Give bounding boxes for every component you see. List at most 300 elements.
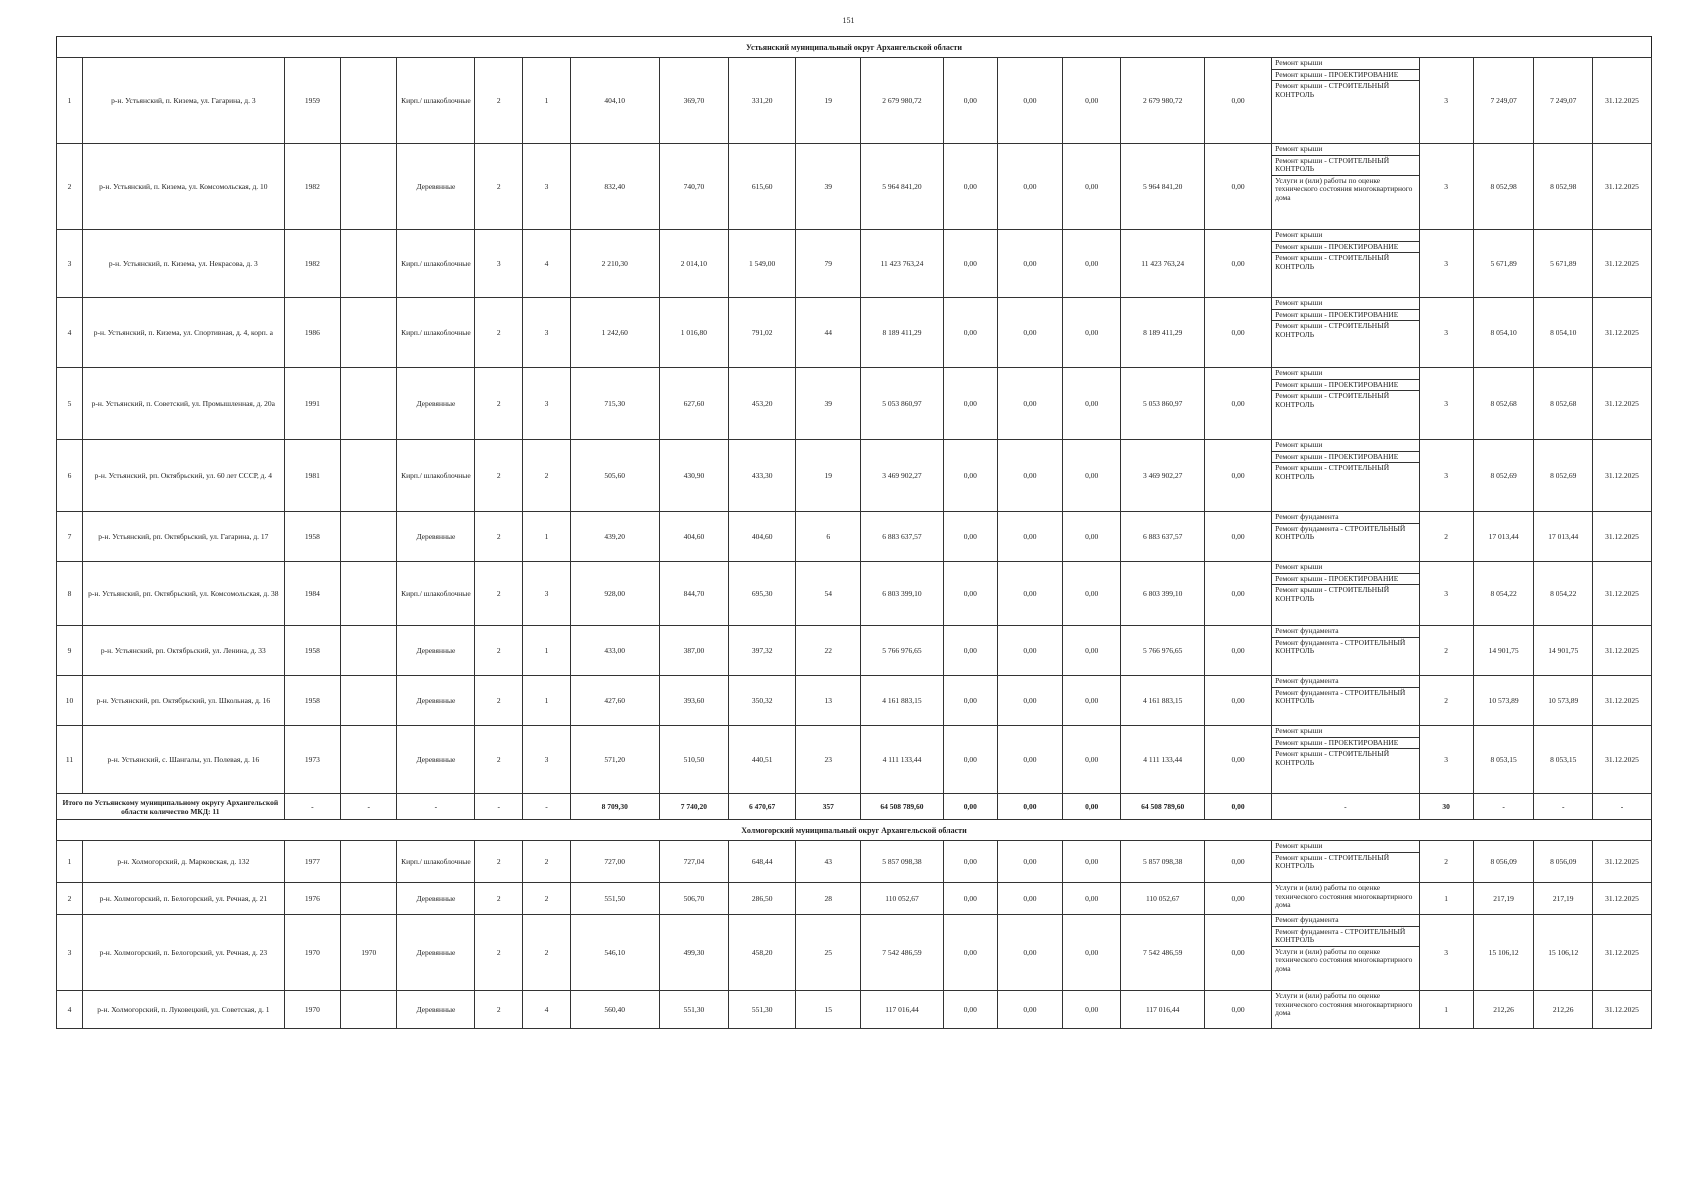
- work-item: Услуги и (или) работы по оценке технического состояния многоквартирного дома: [1275, 175, 1413, 202]
- works-list: [1272, 440, 1418, 482]
- fund-own-cell: 5 766 976,65: [1121, 626, 1204, 676]
- table-row: [57, 676, 1652, 726]
- wall-cell: Деревянные: [397, 991, 475, 1029]
- work-item: Ремонт крыши: [1272, 368, 1418, 380]
- area-res-own-cell: 648,44: [729, 841, 796, 883]
- works-list: [1272, 883, 1418, 911]
- unit-limit-cell: 8 056,09: [1534, 841, 1593, 883]
- unit-limit-cell: 217,19: [1534, 883, 1593, 915]
- address-cell: р-н. Холмогорский, п. Белогорский, ул. Речная, д. 23: [83, 915, 285, 991]
- table-row: [57, 230, 1652, 298]
- fund-fed-cell: 0,00: [943, 440, 997, 512]
- fund-fed-cell: 0,00: [943, 991, 997, 1029]
- total-area-res-own-cell: 6 470,67: [729, 794, 796, 820]
- work-item: Ремонт крыши - СТРОИТЕЛЬНЫЙ КОНТРОЛЬ: [1275, 852, 1390, 870]
- year-cell: 1958: [284, 676, 340, 726]
- row-number-cell: 6: [57, 440, 83, 512]
- year2-cell: [341, 144, 397, 230]
- wall-cell: Кирп./ шлакоблочные: [397, 841, 475, 883]
- work-item: Ремонт фундамента: [1272, 915, 1418, 927]
- table-row: [57, 726, 1652, 794]
- year2-cell: 1970: [341, 915, 397, 991]
- work-item: Услуги и (или) работы по оценке технического состояния многоквартирного дома: [1275, 883, 1413, 909]
- wall-cell: Кирп./ шлакоблочные: [397, 562, 475, 626]
- entrances-cell: 1: [523, 58, 571, 144]
- work-item: Ремонт крыши - СТРОИТЕЛЬНЫЙ КОНТРОЛЬ: [1275, 585, 1390, 603]
- row-number-cell: 5: [57, 368, 83, 440]
- unit-cost-cell: 8 053,15: [1473, 726, 1534, 794]
- year2-cell: [341, 726, 397, 794]
- fund-own-cell: 6 883 637,57: [1121, 512, 1204, 562]
- work-item: Ремонт фундамента - СТРОИТЕЛЬНЫЙ КОНТРОЛЬ: [1275, 637, 1406, 655]
- n-works-cell: 3: [1419, 144, 1473, 230]
- entrances-cell: 3: [523, 144, 571, 230]
- deadline-cell: 31.12.2025: [1593, 230, 1652, 298]
- fund-other-cell: 0,00: [1204, 626, 1271, 676]
- table-row: [57, 915, 1652, 991]
- section-title: Устьянский муниципальный округ Архангельской области: [57, 37, 1652, 58]
- works-list: [1272, 991, 1418, 1019]
- cost-total-cell: 2 679 980,72: [861, 58, 943, 144]
- fund-loc-cell: 0,00: [1062, 440, 1121, 512]
- unit-limit-cell: 10 573,89: [1534, 676, 1593, 726]
- entrances-cell: 2: [523, 841, 571, 883]
- work-item: Ремонт крыши: [1272, 144, 1418, 156]
- work-item: Ремонт фундамента - СТРОИТЕЛЬНЫЙ КОНТРОЛЬ: [1272, 927, 1418, 947]
- work-item: Ремонт крыши - СТРОИТЕЛЬНЫЙ КОНТРОЛЬ: [1272, 156, 1418, 176]
- area-total-cell: 832,40: [570, 144, 659, 230]
- table-row: [57, 841, 1652, 883]
- year2-cell: [341, 562, 397, 626]
- section-title: Холмогорский муниципальный округ Архангельской области: [57, 820, 1652, 841]
- fund-fed-cell: 0,00: [943, 144, 997, 230]
- area-res-own-cell: 615,60: [729, 144, 796, 230]
- n-works-cell: 3: [1419, 368, 1473, 440]
- fund-loc-cell: 0,00: [1062, 58, 1121, 144]
- area-res-cell: 740,70: [659, 144, 728, 230]
- area-res-cell: 404,60: [659, 512, 728, 562]
- unit-limit-cell: 8 053,15: [1534, 726, 1593, 794]
- row-number-cell: 10: [57, 676, 83, 726]
- area-res-own-cell: 397,32: [729, 626, 796, 676]
- area-res-cell: 506,70: [659, 883, 728, 915]
- deadline-cell: 31.12.2025: [1593, 883, 1652, 915]
- deadline-cell: 31.12.2025: [1593, 512, 1652, 562]
- fund-reg-cell: 0,00: [997, 626, 1062, 676]
- fund-loc-cell: 0,00: [1062, 991, 1121, 1029]
- works-list: [1272, 298, 1418, 340]
- fund-loc-cell: 0,00: [1062, 144, 1121, 230]
- fund-loc-cell: 0,00: [1062, 512, 1121, 562]
- fund-loc-cell: 0,00: [1062, 230, 1121, 298]
- area-total-cell: 404,10: [570, 58, 659, 144]
- floors-cell: 2: [475, 726, 523, 794]
- year-cell: 1970: [284, 991, 340, 1029]
- entrances-cell: 1: [523, 626, 571, 676]
- unit-limit-cell: 8 052,98: [1534, 144, 1593, 230]
- table-row: [57, 440, 1652, 512]
- area-total-cell: 2 210,30: [570, 230, 659, 298]
- table-row: [57, 298, 1652, 368]
- works-list: [1272, 562, 1418, 604]
- area-res-own-cell: 440,51: [729, 726, 796, 794]
- floors-cell: 2: [475, 915, 523, 991]
- address-cell: р-н. Устьянский, п. Кизема, ул. Спортивная, д. 4, корп. а: [83, 298, 285, 368]
- unit-cost-cell: 10 573,89: [1473, 676, 1534, 726]
- fund-own-cell: 3 469 902,27: [1121, 440, 1204, 512]
- work-item: Ремонт крыши - ПРОЕКТИРОВАНИЕ: [1272, 738, 1418, 750]
- total-fund-fed-cell: 0,00: [943, 794, 997, 820]
- fund-other-cell: 0,00: [1204, 144, 1271, 230]
- row-number-cell: 1: [57, 58, 83, 144]
- fund-own-cell: 7 542 486,59: [1121, 915, 1204, 991]
- unit-limit-cell: 8 054,10: [1534, 298, 1593, 368]
- page-number: 151: [842, 16, 855, 25]
- area-res-own-cell: 453,20: [729, 368, 796, 440]
- area-res-cell: 627,60: [659, 368, 728, 440]
- works-list: [1272, 626, 1418, 657]
- entrances-cell: 3: [523, 298, 571, 368]
- n-works-cell: 2: [1419, 841, 1473, 883]
- cost-total-cell: 117 016,44: [861, 991, 943, 1029]
- area-res-cell: 369,70: [659, 58, 728, 144]
- works-cell: [1272, 512, 1419, 562]
- area-total-cell: 546,10: [570, 915, 659, 991]
- unit-cost-cell: 217,19: [1473, 883, 1534, 915]
- year2-cell: [341, 368, 397, 440]
- total-n-works-cell: 30: [1419, 794, 1473, 820]
- total-residents-cell: 357: [796, 794, 861, 820]
- area-res-own-cell: 791,02: [729, 298, 796, 368]
- cost-total-cell: 11 423 763,24: [861, 230, 943, 298]
- fund-reg-cell: 0,00: [997, 841, 1062, 883]
- year2-cell: [341, 512, 397, 562]
- unit-cost-cell: 17 013,44: [1473, 512, 1534, 562]
- fund-fed-cell: 0,00: [943, 726, 997, 794]
- floors-cell: 2: [475, 58, 523, 144]
- year-cell: 1976: [284, 883, 340, 915]
- n-works-cell: 1: [1419, 991, 1473, 1029]
- area-total-cell: 439,20: [570, 512, 659, 562]
- entrances-cell: 1: [523, 676, 571, 726]
- unit-cost-cell: 15 106,12: [1473, 915, 1534, 991]
- fund-reg-cell: 0,00: [997, 676, 1062, 726]
- total-unit-cost-cell: -: [1473, 794, 1534, 820]
- deadline-cell: 31.12.2025: [1593, 440, 1652, 512]
- year2-cell: [341, 676, 397, 726]
- table-body: [57, 37, 1652, 1029]
- n-works-cell: 3: [1419, 562, 1473, 626]
- work-item: Ремонт фундамента - СТРОИТЕЛЬНЫЙ КОНТРОЛЬ: [1275, 523, 1406, 541]
- work-item: Ремонт крыши - ПРОЕКТИРОВАНИЕ: [1272, 242, 1418, 254]
- residents-cell: 39: [796, 368, 861, 440]
- fund-own-cell: 11 423 763,24: [1121, 230, 1204, 298]
- residents-cell: 79: [796, 230, 861, 298]
- row-number-cell: 4: [57, 298, 83, 368]
- fund-reg-cell: 0,00: [997, 368, 1062, 440]
- unit-limit-cell: 212,26: [1534, 991, 1593, 1029]
- total-unit-limit-cell: -: [1534, 794, 1593, 820]
- area-res-own-cell: 695,30: [729, 562, 796, 626]
- unit-cost-cell: 8 052,69: [1473, 440, 1534, 512]
- year-cell: 1958: [284, 626, 340, 676]
- fund-other-cell: 0,00: [1204, 883, 1271, 915]
- floors-cell: 2: [475, 144, 523, 230]
- table-row: [57, 883, 1652, 915]
- deadline-cell: 31.12.2025: [1593, 368, 1652, 440]
- wall-cell: Кирп./ шлакоблочные: [397, 440, 475, 512]
- table-row: [57, 58, 1652, 144]
- address-cell: р-н. Устьянский, рп. Октябрьский, ул. Школьная, д. 16: [83, 676, 285, 726]
- works-cell: [1272, 726, 1419, 794]
- year2-cell: [341, 298, 397, 368]
- total-floors-cell: -: [475, 794, 523, 820]
- area-res-cell: 393,60: [659, 676, 728, 726]
- fund-own-cell: 5 053 860,97: [1121, 368, 1204, 440]
- work-item: Ремонт крыши: [1272, 841, 1418, 853]
- fund-own-cell: 4 161 883,15: [1121, 676, 1204, 726]
- fund-other-cell: 0,00: [1204, 676, 1271, 726]
- area-res-own-cell: 458,20: [729, 915, 796, 991]
- entrances-cell: 4: [523, 991, 571, 1029]
- deadline-cell: 31.12.2025: [1593, 841, 1652, 883]
- entrances-cell: 3: [523, 368, 571, 440]
- fund-reg-cell: 0,00: [997, 58, 1062, 144]
- deadline-cell: 31.12.2025: [1593, 991, 1652, 1029]
- area-total-cell: 560,40: [570, 991, 659, 1029]
- n-works-cell: 3: [1419, 298, 1473, 368]
- residents-cell: 15: [796, 991, 861, 1029]
- works-list: [1272, 368, 1418, 410]
- address-cell: р-н. Холмогорский, д. Марковская, д. 132: [83, 841, 285, 883]
- fund-reg-cell: 0,00: [997, 991, 1062, 1029]
- fund-fed-cell: 0,00: [943, 626, 997, 676]
- year2-cell: [341, 626, 397, 676]
- fund-fed-cell: 0,00: [943, 915, 997, 991]
- row-number-cell: 11: [57, 726, 83, 794]
- n-works-cell: 2: [1419, 676, 1473, 726]
- cost-total-cell: 6 803 399,10: [861, 562, 943, 626]
- work-item: Ремонт крыши - ПРОЕКТИРОВАНИЕ: [1272, 380, 1418, 392]
- row-number-cell: 7: [57, 512, 83, 562]
- n-works-cell: 3: [1419, 440, 1473, 512]
- fund-loc-cell: 0,00: [1062, 841, 1121, 883]
- fund-other-cell: 0,00: [1204, 440, 1271, 512]
- works-list: [1272, 230, 1418, 272]
- works-cell: [1272, 562, 1419, 626]
- wall-cell: Кирп./ шлакоблочные: [397, 58, 475, 144]
- n-works-cell: 3: [1419, 726, 1473, 794]
- floors-cell: 2: [475, 991, 523, 1029]
- unit-cost-cell: 14 901,75: [1473, 626, 1534, 676]
- work-item: Услуги и (или) работы по оценке технического состояния многоквартирного дома: [1275, 991, 1413, 1017]
- total-fund-own-cell: 64 508 789,60: [1121, 794, 1204, 820]
- work-item: Ремонт крыши: [1272, 230, 1418, 242]
- works-cell: [1272, 626, 1419, 676]
- fund-fed-cell: 0,00: [943, 298, 997, 368]
- deadline-cell: 31.12.2025: [1593, 915, 1652, 991]
- row-number-cell: 9: [57, 626, 83, 676]
- n-works-cell: 3: [1419, 230, 1473, 298]
- total-label-cell: Итого по Устьянскому муниципальному округу Архангельской области количество МКД: 11: [57, 794, 285, 820]
- area-total-cell: 715,30: [570, 368, 659, 440]
- wall-cell: Деревянные: [397, 676, 475, 726]
- work-item: Ремонт фундамента: [1272, 626, 1418, 638]
- fund-own-cell: 5 857 098,38: [1121, 841, 1204, 883]
- area-res-cell: 551,30: [659, 991, 728, 1029]
- fund-loc-cell: 0,00: [1062, 883, 1121, 915]
- works-cell: [1272, 841, 1419, 883]
- deadline-cell: 31.12.2025: [1593, 562, 1652, 626]
- unit-limit-cell: 14 901,75: [1534, 626, 1593, 676]
- wall-cell: Деревянные: [397, 726, 475, 794]
- works-cell: [1272, 676, 1419, 726]
- work-item: Ремонт крыши - СТРОИТЕЛЬНЫЙ КОНТРОЛЬ: [1275, 253, 1390, 271]
- entrances-cell: 4: [523, 230, 571, 298]
- year2-cell: [341, 883, 397, 915]
- area-res-cell: 2 014,10: [659, 230, 728, 298]
- area-res-cell: 727,04: [659, 841, 728, 883]
- work-item: Услуги и (или) работы по оценке технического состояния многоквартирного дома: [1275, 946, 1413, 973]
- total-fund-reg-cell: 0,00: [997, 794, 1062, 820]
- total-wall-cell: -: [397, 794, 475, 820]
- deadline-cell: 31.12.2025: [1593, 144, 1652, 230]
- n-works-cell: 1: [1419, 883, 1473, 915]
- unit-cost-cell: 8 054,22: [1473, 562, 1534, 626]
- unit-cost-cell: 5 671,89: [1473, 230, 1534, 298]
- fund-other-cell: 0,00: [1204, 298, 1271, 368]
- cost-total-cell: 4 111 133,44: [861, 726, 943, 794]
- area-total-cell: 571,20: [570, 726, 659, 794]
- row-number-cell: 1: [57, 841, 83, 883]
- work-item: Ремонт крыши - ПРОЕКТИРОВАНИЕ: [1272, 452, 1418, 464]
- residents-cell: 39: [796, 144, 861, 230]
- cost-total-cell: 8 189 411,29: [861, 298, 943, 368]
- fund-fed-cell: 0,00: [943, 562, 997, 626]
- address-cell: р-н. Холмогорский, п. Луковецкий, ул. Советская, д. 1: [83, 991, 285, 1029]
- work-item: Ремонт крыши - ПРОЕКТИРОВАНИЕ: [1272, 70, 1418, 82]
- fund-loc-cell: 0,00: [1062, 368, 1121, 440]
- works-cell: [1272, 915, 1419, 991]
- row-number-cell: 3: [57, 230, 83, 298]
- section-header-row: [57, 820, 1652, 841]
- fund-reg-cell: 0,00: [997, 915, 1062, 991]
- works-cell: [1272, 298, 1419, 368]
- entrances-cell: 2: [523, 440, 571, 512]
- area-res-cell: 510,50: [659, 726, 728, 794]
- residents-cell: 19: [796, 440, 861, 512]
- residents-cell: 19: [796, 58, 861, 144]
- year2-cell: [341, 991, 397, 1029]
- unit-cost-cell: 8 052,98: [1473, 144, 1534, 230]
- area-total-cell: 1 242,60: [570, 298, 659, 368]
- floors-cell: 2: [475, 626, 523, 676]
- work-item: Ремонт фундамента: [1272, 676, 1418, 688]
- n-works-cell: 2: [1419, 626, 1473, 676]
- works-list: [1272, 58, 1418, 100]
- entrances-cell: 3: [523, 562, 571, 626]
- cost-total-cell: 4 161 883,15: [861, 676, 943, 726]
- address-cell: р-н. Устьянский, рп. Октябрьский, ул. Гагарина, д. 17: [83, 512, 285, 562]
- address-cell: р-н. Устьянский, п. Кизема, ул. Некрасова, д. 3: [83, 230, 285, 298]
- unit-limit-cell: 17 013,44: [1534, 512, 1593, 562]
- area-total-cell: 551,50: [570, 883, 659, 915]
- residents-cell: 6: [796, 512, 861, 562]
- area-total-cell: 433,00: [570, 626, 659, 676]
- unit-limit-cell: 5 671,89: [1534, 230, 1593, 298]
- row-number-cell: 3: [57, 915, 83, 991]
- entrances-cell: 2: [523, 915, 571, 991]
- works-list: [1272, 841, 1418, 872]
- unit-limit-cell: 8 054,22: [1534, 562, 1593, 626]
- year2-cell: [341, 440, 397, 512]
- area-total-cell: 427,60: [570, 676, 659, 726]
- n-works-cell: 3: [1419, 58, 1473, 144]
- works-cell: [1272, 368, 1419, 440]
- fund-reg-cell: 0,00: [997, 512, 1062, 562]
- cost-total-cell: 3 469 902,27: [861, 440, 943, 512]
- wall-cell: Деревянные: [397, 915, 475, 991]
- area-res-own-cell: 331,20: [729, 58, 796, 144]
- cost-total-cell: 5 857 098,38: [861, 841, 943, 883]
- work-item: Ремонт крыши - СТРОИТЕЛЬНЫЙ КОНТРОЛЬ: [1275, 463, 1390, 481]
- area-res-cell: 844,70: [659, 562, 728, 626]
- unit-cost-cell: 8 056,09: [1473, 841, 1534, 883]
- year-cell: 1973: [284, 726, 340, 794]
- works-cell: [1272, 991, 1419, 1029]
- fund-own-cell: 110 052,67: [1121, 883, 1204, 915]
- works-list: [1272, 676, 1418, 707]
- total-entrances-cell: -: [523, 794, 571, 820]
- wall-cell: Кирп./ шлакоблочные: [397, 298, 475, 368]
- year2-cell: [341, 230, 397, 298]
- cost-total-cell: 6 883 637,57: [861, 512, 943, 562]
- fund-loc-cell: 0,00: [1062, 726, 1121, 794]
- table-row: [57, 991, 1652, 1029]
- cost-total-cell: 5 964 841,20: [861, 144, 943, 230]
- floors-cell: 3: [475, 230, 523, 298]
- table-row: [57, 512, 1652, 562]
- fund-fed-cell: 0,00: [943, 841, 997, 883]
- area-res-cell: 387,00: [659, 626, 728, 676]
- fund-other-cell: 0,00: [1204, 512, 1271, 562]
- work-item: Ремонт крыши - ПРОЕКТИРОВАНИЕ: [1272, 310, 1418, 322]
- residents-cell: 22: [796, 626, 861, 676]
- works-list: [1272, 144, 1418, 203]
- work-item: Ремонт крыши: [1272, 58, 1418, 70]
- residents-cell: 28: [796, 883, 861, 915]
- fund-reg-cell: 0,00: [997, 144, 1062, 230]
- fund-fed-cell: 0,00: [943, 230, 997, 298]
- fund-other-cell: 0,00: [1204, 58, 1271, 144]
- work-item: Ремонт фундамента: [1272, 512, 1418, 524]
- works-cell: [1272, 883, 1419, 915]
- deadline-cell: 31.12.2025: [1593, 726, 1652, 794]
- works-cell: [1272, 440, 1419, 512]
- year2-cell: [341, 841, 397, 883]
- row-number-cell: 4: [57, 991, 83, 1029]
- fund-fed-cell: 0,00: [943, 368, 997, 440]
- floors-cell: 2: [475, 841, 523, 883]
- row-number-cell: 2: [57, 144, 83, 230]
- table-row: [57, 368, 1652, 440]
- work-item: Ремонт крыши: [1272, 726, 1418, 738]
- entrances-cell: 1: [523, 512, 571, 562]
- entrances-cell: 3: [523, 726, 571, 794]
- address-cell: р-н. Устьянский, рп. Октябрьский, ул. Комсомольская, д. 38: [83, 562, 285, 626]
- fund-reg-cell: 0,00: [997, 883, 1062, 915]
- unit-cost-cell: 8 052,68: [1473, 368, 1534, 440]
